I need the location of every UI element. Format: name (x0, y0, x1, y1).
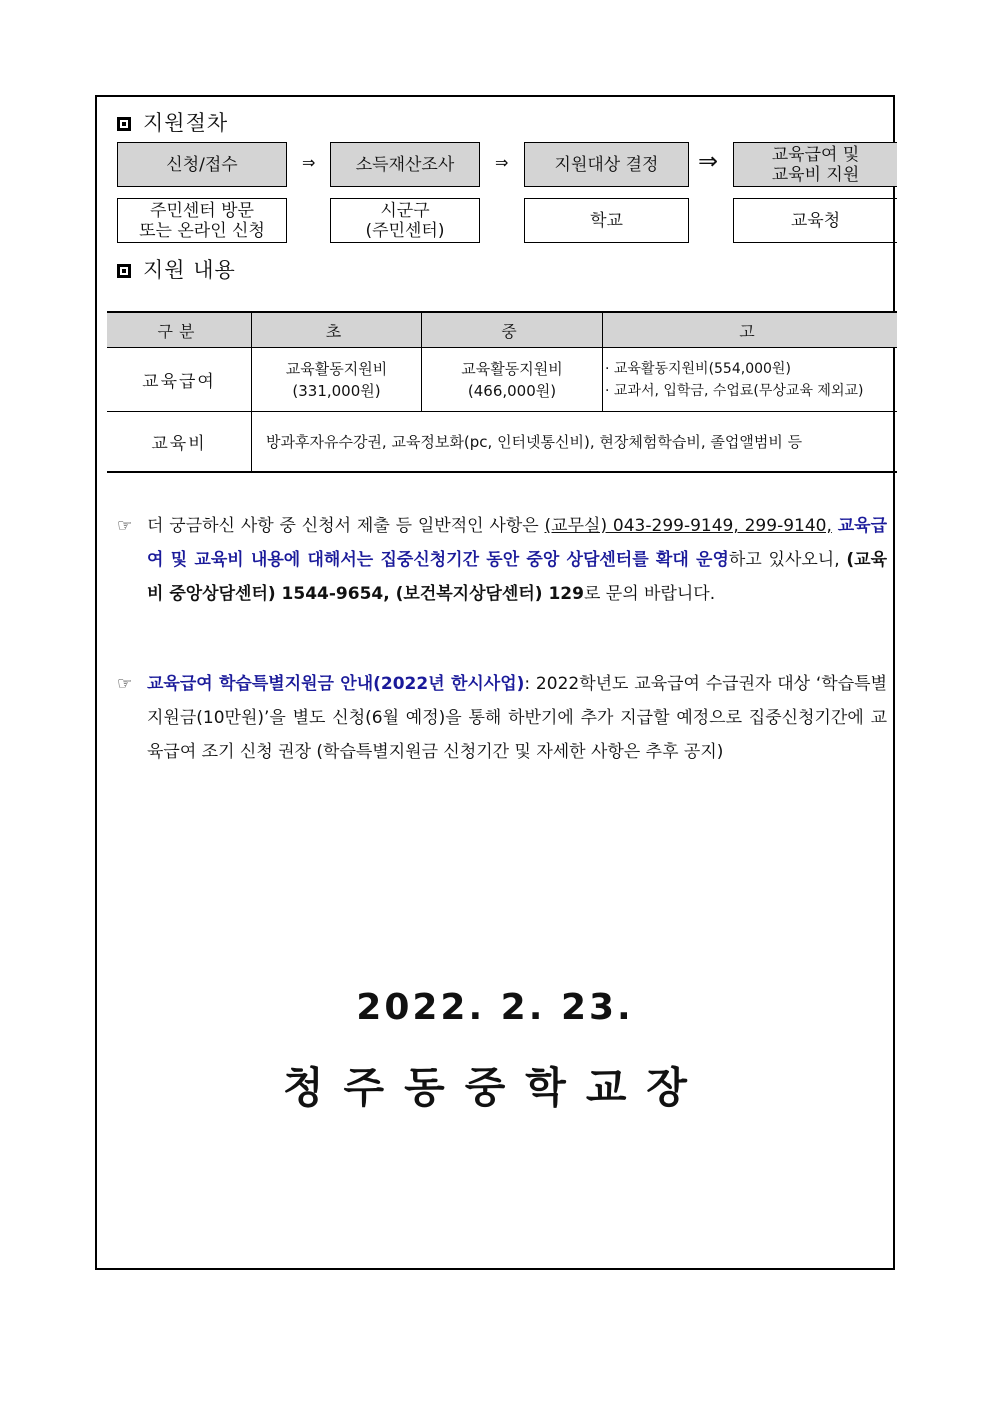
note-inquiry: ☞ 더 궁금하신 사항 중 신청서 제출 등 일반적인 사항은 (교무실) 043-299-9149, 299-9140, 교육급여 및 교육비 내용에 대해서는 집중신청기간 동안 중앙 상담센터를 확대 운영하고 있사오니, (교육비 중앙상담센터) 1544-9654, (보건복지상담센터) 129로 문의 바랍니다. (117, 509, 887, 611)
note-special-support: ☞ 교육급여 학습특별지원금 안내(2022년 한시사업): 2022학년도 교육급여 수급권자 대상 ‘학습특별지원금(10만원)’을 별도 신청(6월 예정)을 통해 하반기에 추가 지급할 예정으로 집중신청기간에 교육급여 조기 신청 권장 (학습특별지원금 신청기간 및 자세한 사항은 추후 공지) (117, 667, 887, 769)
header-middle: 중 (422, 312, 603, 348)
document-frame (95, 95, 895, 1270)
agency-apply: 주민센터 방문 또는 온라인 신청 (117, 198, 287, 243)
content-section-title: 지원 내용 (117, 254, 236, 284)
step-income-survey: 소득재산조사 (330, 142, 480, 187)
row-label-edu-benefit: 교육급여 (107, 348, 252, 412)
procedure-section-title: 지원절차 (117, 107, 228, 137)
table-header-row (107, 312, 897, 348)
support-content-table (107, 311, 897, 473)
agency-survey: 시군구 (주민센터) (330, 198, 480, 243)
header-elementary: 초 (252, 312, 422, 348)
agency-decision: 학교 (524, 198, 689, 243)
pointing-hand-icon: ☞ (117, 674, 133, 694)
pointing-hand-icon: ☞ (117, 516, 133, 536)
arrow-big-icon: ⇒ (698, 147, 719, 175)
arrow-icon: ⇒ (495, 153, 509, 172)
cell-middle: 교육활동지원비 (466,000원) (422, 348, 603, 412)
row-label-edu-cost: 교육비 (107, 412, 252, 472)
step-apply: 신청/접수 (117, 142, 287, 187)
table-row (107, 412, 897, 472)
header-category: 구분 (107, 312, 252, 348)
step-decision: 지원대상 결정 (524, 142, 689, 187)
step-support: 교육급여 및 교육비 지원 (733, 142, 897, 187)
cell-high: · 교육활동지원비(554,000원) · 교과서, 입학금, 수업료(무상교육 제외교) (603, 348, 898, 412)
agency-support: 교육청 (733, 198, 897, 243)
issue-date: 2022. 2. 23. (356, 987, 634, 1028)
cell-elementary: 교육활동지원비 (331,000원) (252, 348, 422, 412)
school-principal-signature: 청주동중학교장 (282, 1063, 707, 1112)
cell-edu-cost-items: 방과후자유수강권, 교육정보화(pc, 인터넷통신비), 현장체험학습비, 졸업앨범비 등 (252, 412, 898, 472)
square-bullet-icon (117, 117, 131, 131)
table-row (107, 348, 897, 412)
square-bullet-icon (117, 264, 131, 278)
arrow-icon: ⇒ (302, 153, 316, 172)
header-high: 고 (603, 312, 898, 348)
